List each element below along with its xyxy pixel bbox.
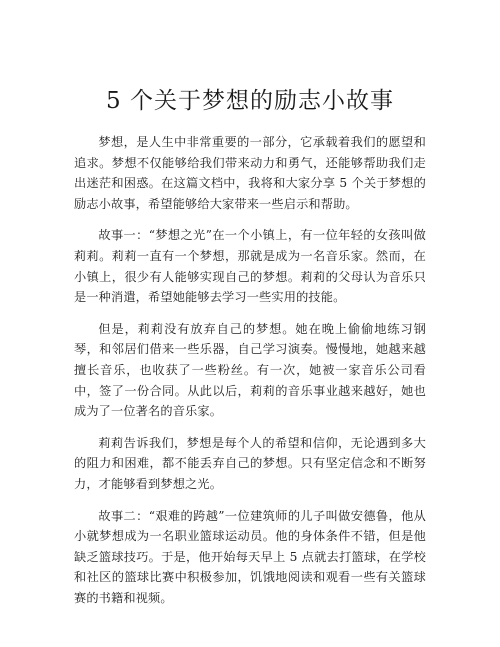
paragraph-story-one-continued: 但是，莉莉没有放弃自己的梦想。她在晚上偷偷地练习钢琴，和邻居们借来一些乐器，自己学习演奏。慢慢地，她越来越擅长音乐，也收获了一些粉丝。有一次，她被一家音乐公司看中，签了一份合同。从此以后，莉莉的音乐事业越来越好，她也成为了一位著名的音乐家。 (74, 321, 426, 419)
paragraph-story-one-lesson: 莉莉告诉我们，梦想是每个人的希望和信仰，无论遇到多大的阻力和困难，都不能丢弃自己的梦想。只有坚定信念和不断努力，才能够看到梦想之光。 (74, 435, 426, 491)
paragraph-intro: 梦想，是人生中非常重要的一部分，它承载着我们的愿望和追求。梦想不仅能够给我们带来动力和勇气，还能够帮助我们走出迷茫和困惑。在这篇文档中，我将和大家分享 5 个关于梦想的励志小故事，希望能够给大家带来一些启示和帮助。 (74, 135, 426, 211)
document-body (74, 132, 426, 608)
document-title: 5 个关于梦想的励志小故事 (106, 88, 394, 114)
paragraph-story-one: 故事一：“梦想之光”在一个小镇上，有一位年轻的女孩叫做莉莉。莉莉一直有一个梦想，那就是成为一名音乐家。然而，在小镇上，很少有人能够实现自己的梦想。莉莉的父母认为音乐只是一种消遣，希望她能够去学习一些实用的技能。 (74, 228, 426, 305)
paragraph-story-two: 故事二：“艰难的跨越”一位建筑师的儿子叫做安德鲁，他从小就梦想成为一名职业篮球运动员。他的身体条件不错，但是他缺乏篮球技巧。于是，他开始每天早上 5 点就去打篮球，在学校和社区的篮球比赛中积极参加，饥饿地阅读和观看一些有关篮球赛的书籍和视频。 (74, 508, 426, 605)
